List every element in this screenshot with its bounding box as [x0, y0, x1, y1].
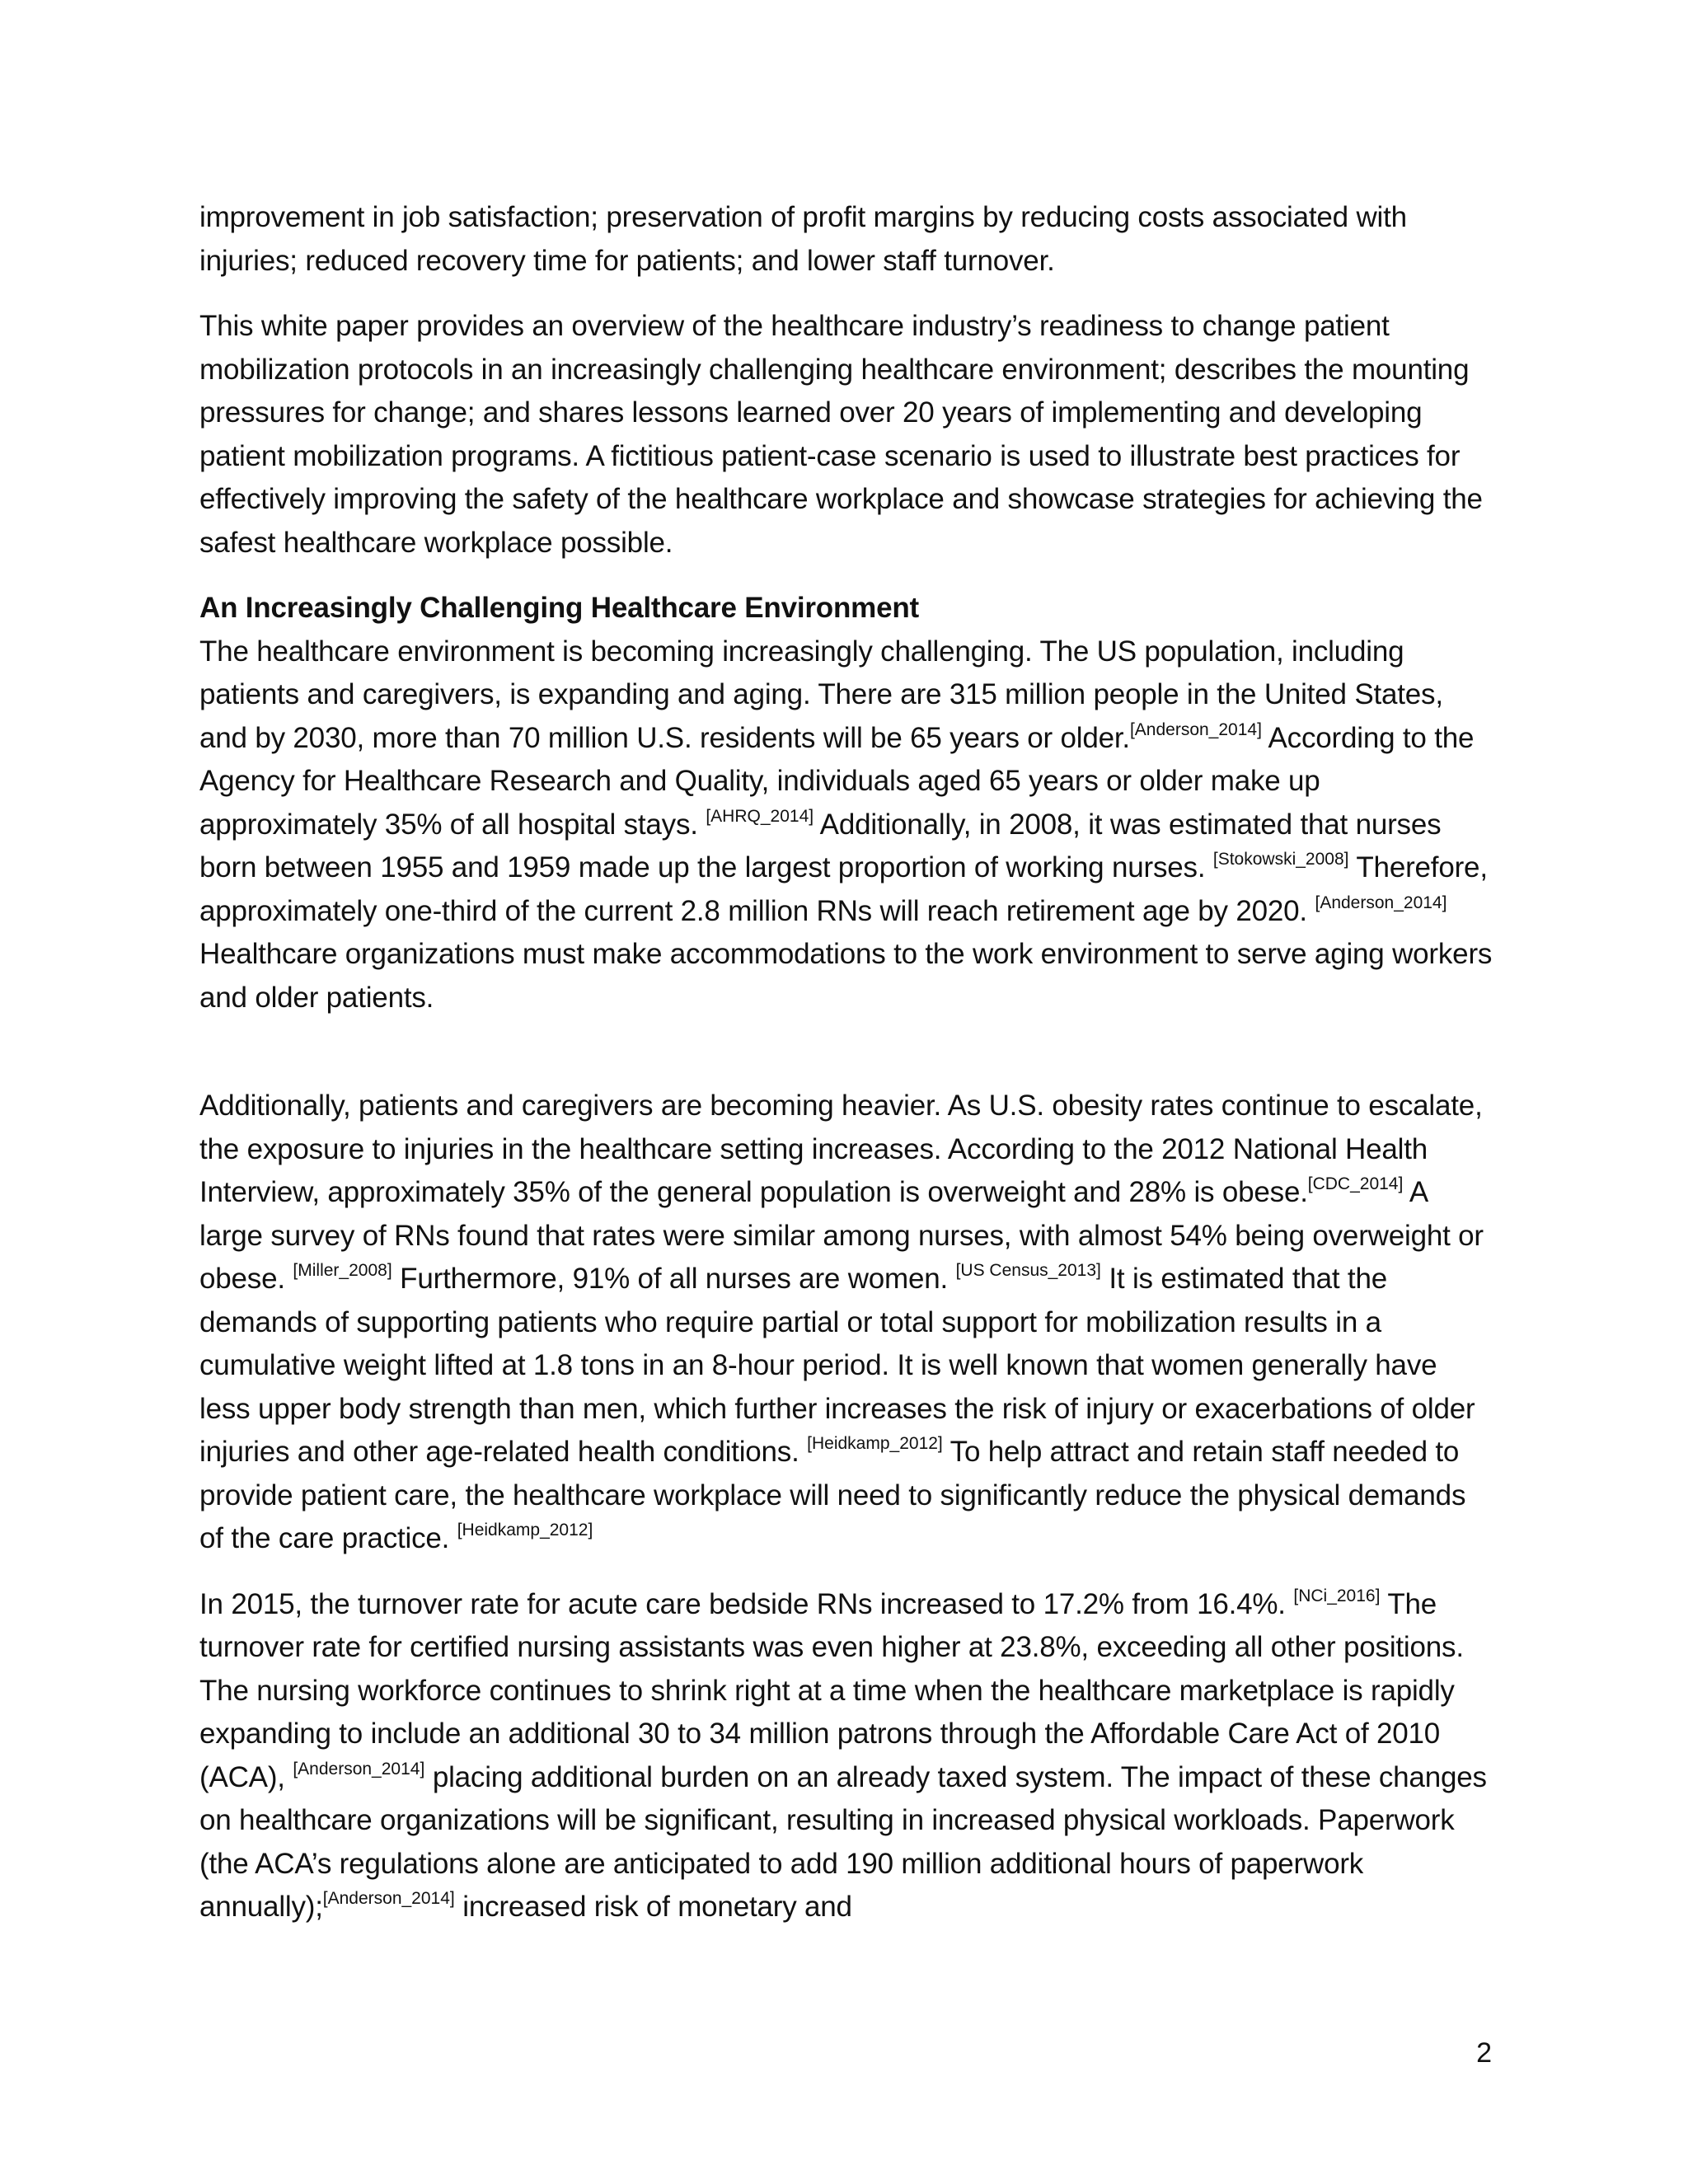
citation: [Miller_2008] — [293, 1261, 392, 1281]
paragraph-text: Therefore, approximately one-third of the current 2.8 million RNs will reach retirement age by 2020. — [199, 851, 1488, 927]
citation: [Heidkamp_2012] — [807, 1434, 943, 1454]
paragraph-text: Healthcare organizations must make accommodations to the work environment to serve aging workers and older patients. — [199, 938, 1493, 1014]
paragraph-text: Additionally, patients and caregivers are becoming heavier. As U.S. obesity rates continue to escalate, the exposure to injuries in the healthcare setting increases. According to the 2012 National Health Interview, approximately 35% of the general population is overweight and 28% is obese. — [199, 1090, 1483, 1208]
citation: [Anderson_2014] — [293, 1759, 425, 1779]
citation: [Heidkamp_2012] — [457, 1521, 593, 1540]
paragraph-text: To help attract and retain staff needed to provide patient care, the healthcare workplace will need to significantly reduce the physical demands of the care practice. — [199, 1436, 1466, 1554]
paragraph-white-paper-overview: This white paper provides an overview of the healthcare industry’s readiness to change patient mobilization protocols in an increasingly challenging healthcare environment; describes the mounting pressures for change; and shares lessons learned over 20 years of implementing and developing patient mobilization programs. A fictitious patient-case scenario is used to illustrate best practices for effectively improving the safety of the healthcare workplace and showcase strategies for achieving the safest healthcare workplace possible. — [199, 310, 1483, 559]
paragraph-obesity — [199, 1085, 1493, 1561]
section-heading: An Increasingly Challenging Healthcare Environment — [199, 592, 919, 624]
citation: [Anderson_2014] — [1129, 719, 1262, 739]
paragraph-text: Furthermore, 91% of all nurses are women. — [392, 1263, 956, 1295]
citation: [US Census_2013] — [955, 1261, 1101, 1281]
citation: [AHRQ_2014] — [706, 806, 814, 826]
citation: [NCi_2016] — [1293, 1586, 1381, 1605]
citation: [Stokowski_2008] — [1212, 850, 1349, 869]
paragraph-text: A large survey of RNs found that rates were similar among nurses, with almost 54% being overweight or obese. — [199, 1176, 1484, 1295]
paragraph-intro-continuation: improvement in job satisfaction; preservation of profit margins by reducing costs associated with injuries; reduced recovery time for patients; and lower staff turnover. — [199, 201, 1407, 277]
paragraph-text: The turnover rate for certified nursing assistants was even higher at 23.8%, exceeding all other positions. The nursing workforce continues to shrink right at a time when the healthcare marketplace is rapidly expanding to include an additional 30 to 34 million patrons through the Affordable Care Act of 2010 (ACA), — [199, 1587, 1464, 1793]
paragraph-text: The healthcare environment is becoming increasingly challenging. The US population, including patients and caregivers, is expanding and aging. There are 315 million people in the United States, and by 2030, more than 70 million U.S. residents will be 65 years or older. — [199, 635, 1443, 754]
page-number: 2 — [1476, 2037, 1492, 2069]
document-body — [199, 196, 1493, 1929]
citation: [Anderson_2014] — [1315, 893, 1447, 912]
paragraph-text: increased risk of monetary and — [454, 1891, 852, 1923]
citation: [Anderson_2014] — [322, 1889, 455, 1909]
paragraph-turnover — [199, 1583, 1493, 1929]
paragraph-text: According to the Agency for Healthcare Research and Quality, individuals aged 65 years or older make up approximately 35% of all hospital stays. — [199, 721, 1475, 841]
paragraph-aging-population — [199, 630, 1493, 1020]
paragraph-text: In 2015, the turnover rate for acute care bedside RNs increased to 17.2% from 16.4%. — [199, 1587, 1294, 1620]
citation: [CDC_2014] — [1307, 1174, 1404, 1194]
paragraph-text: placing additional burden on an already taxed system. The impact of these changes on healthcare organizations will be significant, resulting in increased physical workloads. Paperwork (the ACA’s regulations alone are anticipated to add 190 million additional hours of paperwork annually); — [199, 1760, 1487, 1923]
paragraph-text: Additionally, in 2008, it was estimated that nurses born between 1955 and 1959 made up the largest proportion of working nurses. — [199, 808, 1442, 883]
paragraph-text: It is estimated that the demands of supporting patients who require partial or total support for mobilization results in a cumulative weight lifted at 1.8 tons in an 8-hour period. It is well known that women generally have less upper body strength than men, which further increases the risk of injury or exacerbations of older injuries and other age-related health conditions. — [199, 1263, 1475, 1468]
